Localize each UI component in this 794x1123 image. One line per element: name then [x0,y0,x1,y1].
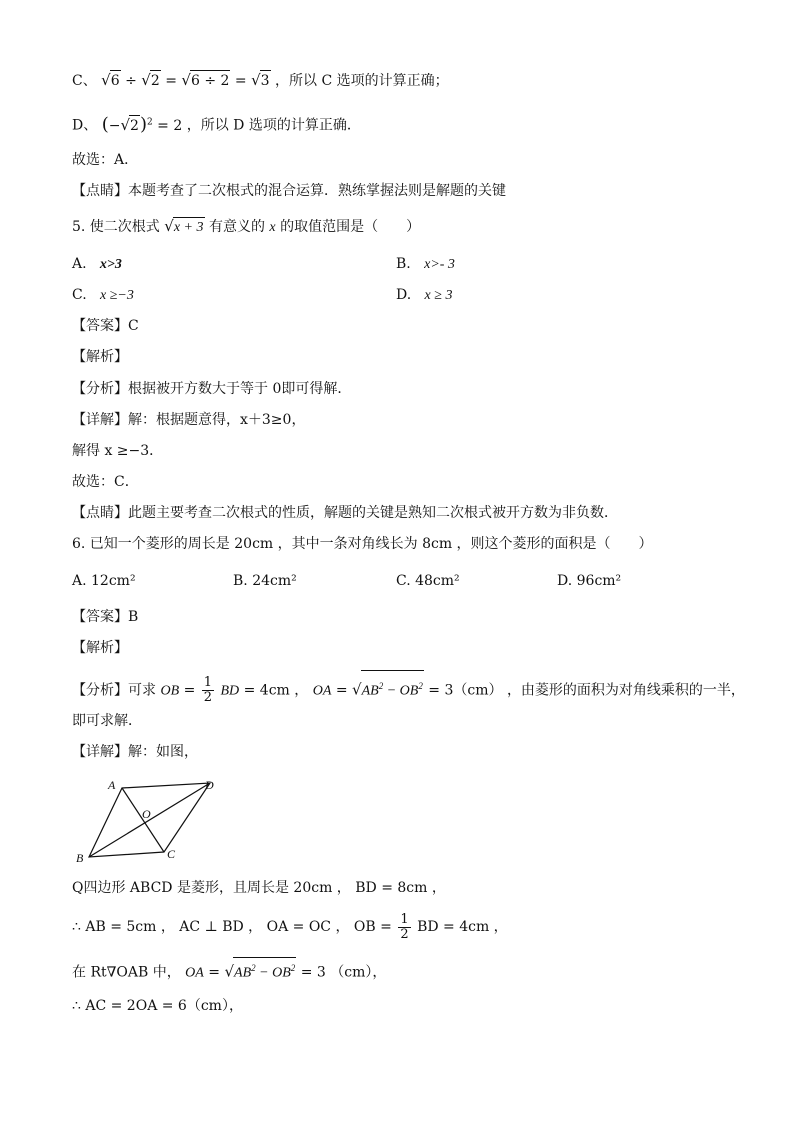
q6-stem: 6. 已知一个菱形的周长是 20cm ，其中一条对角线长为 8cm ，则这个菱形的面积是（ ） [72,536,653,552]
q5-option-d [396,285,452,306]
q5-xiangjie: 【详解】解：根据题意得，x＋3≥0， [72,412,306,428]
q5-b-label: B. [396,256,411,272]
label-b: B [76,851,84,865]
q6-fenxi-a: 【分析】可求 [72,682,156,699]
q6-step2-a: ∴ AB = 5cm ， AC ⊥ BD ， OA = OC ， OB = [72,919,392,935]
q6-option-a: A. 12cm² [72,573,136,589]
label-d: D [205,778,214,792]
q4-choice: 故选：A． [72,152,139,168]
c-prefix: C、 [72,73,97,89]
q5-option-b [396,254,455,275]
d-suffix: ，所以 D 选项的计算正确． [186,117,361,134]
q5-a-value: x>3 [99,257,122,272]
q6-step3-a: 在 Rt∇OAB 中， [72,964,181,981]
q5-radical: √x + 3 [164,219,204,235]
q6-fenxi-b: ，由菱形的面积为对角线乘积的一半， [506,682,745,699]
q5-option-a [72,254,122,275]
q5-option-c [72,285,134,306]
line-d-option [72,112,361,136]
rhombus-figure [72,770,232,870]
q5-stem-c: 的取值范围是（ ） [280,219,421,235]
q6-xiangjie: 【详解】解：如图， [72,744,198,760]
q5-stem-a: 5. 使二次根式 [72,219,160,235]
q5-choice: 故选：C． [72,474,139,490]
q5-stem-b: 有意义的 [208,219,265,235]
q5-fenxi: 【分析】根据被开方数大于等于 0即可得解． [72,381,352,397]
q5-answer: 【答案】C [72,318,139,334]
q5-stem-var: x [269,220,276,235]
c-suffix: ，所以 C 选项的计算正确； [275,73,449,89]
q6-step2 [72,912,508,942]
q5-a-label: A. [72,256,87,272]
label-c: C [167,847,176,861]
q5-jiede: 解得 x ≥−3． [72,443,164,459]
q6-step3: 在 Rt∇OAB 中， OA = $√AB^2 - OB^2 = 3$ （cm）， [72,957,386,984]
q6-option-b: B. 24cm² [233,573,297,589]
q5-d-value: x ≥ 3 [424,288,453,303]
q5-c-value: x ≥−3 [100,288,134,303]
q6-option-d: D. 96cm² [557,573,622,589]
label-o: O [142,807,151,821]
q6-fenxi-cont: 即可求解． [72,713,142,729]
q6-fenxi: 【分析】可求 OB = $\frac{1}{2}$ BD = 4cm ， OA = $√AB^2 - OB^2 = 3(cm)$ ，由菱形的面积为对角线乘积的一半， [72,670,745,707]
q6-option-c: C. 48cm² [396,573,460,589]
q5-stem [72,216,420,238]
c-expression: √6 ÷ √2 = √6 ÷ 2 = √3 [101,71,270,89]
q5-analysis-heading: 【解析】 [72,349,128,365]
q6-fenxi-ob: OB [160,683,180,699]
fraction-half-2: $\frac{1}{2}$ [400,911,409,942]
label-a: A [108,778,116,792]
q5-c-label: C. [72,287,87,303]
q5-b-value: x>- 3 [424,257,455,272]
q6-answer: 【答案】B [72,609,139,625]
fraction-half: $\frac{1}{2}$ [203,675,213,706]
q5-d-label: D. [396,287,412,303]
q5-comment: 【点睛】此题主要考查二次根式的性质，解题的关键是熟知二次根式被开方数为非负数． [72,505,618,521]
q4-comment: 【点睛】本题考查了二次根式的混合运算．熟练掌握法则是解题的关键 [72,183,506,199]
d-prefix: D、 [72,117,98,134]
q6-step1: Q四边形 ABCD 是菱形，且周长是 20cm ， BD = 8cm ， [72,880,446,896]
q6-analysis-heading: 【解析】 [72,640,128,656]
q6-step4: ∴ AC = 2OA = 6（cm）， [72,998,243,1014]
line-c-option [72,70,449,91]
d-expression: $(-√2)^2 = 2$ [101,113,187,135]
q6-step3-b: （cm）， [330,964,387,981]
q6-step2-b: BD = 4cm ， [417,919,508,935]
